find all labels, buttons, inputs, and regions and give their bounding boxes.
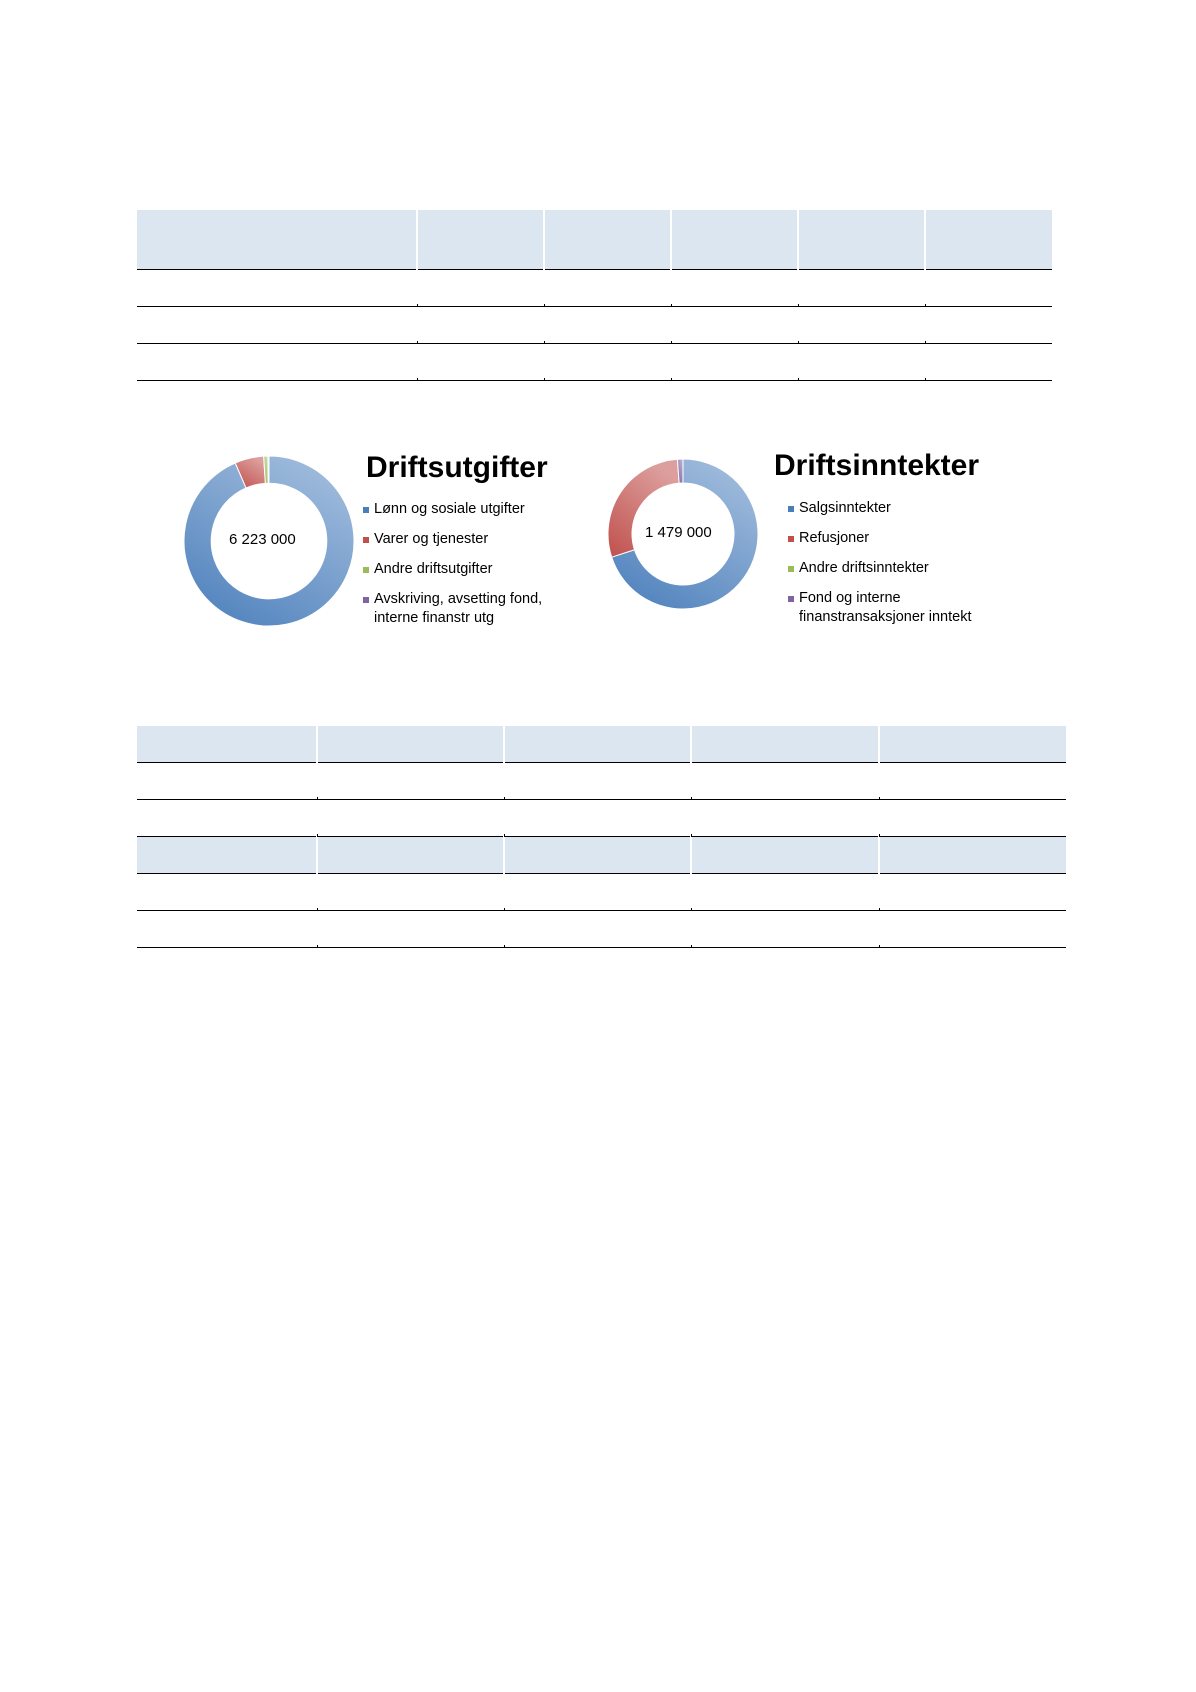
table-cell xyxy=(879,800,1066,837)
table-header-cell xyxy=(798,210,925,270)
legend-label: Fond og interne finanstransaksjoner inntekt xyxy=(799,590,972,625)
legend-swatch xyxy=(363,597,369,603)
legend-label: Refusjoner xyxy=(799,530,870,546)
table-cell xyxy=(504,763,691,800)
table-cell xyxy=(879,874,1066,911)
legend-label: Lønn og sosiale utgifter xyxy=(374,501,525,517)
legend-item xyxy=(363,530,578,549)
table-cell xyxy=(544,270,671,307)
table-cell xyxy=(137,763,317,800)
legend-swatch xyxy=(788,506,794,512)
table-header-row xyxy=(137,726,1066,763)
table-cell xyxy=(691,763,879,800)
table-cell xyxy=(504,874,691,911)
donut-slice xyxy=(608,459,679,557)
table-header-cell xyxy=(317,726,504,763)
table-cell xyxy=(691,911,879,948)
donut-center-value: 1 479 000 xyxy=(645,524,712,541)
table-cell xyxy=(798,344,925,381)
donut-slice xyxy=(268,456,269,483)
budget-table-bottom xyxy=(137,726,1066,948)
table-header-cell xyxy=(137,726,317,763)
table-row xyxy=(137,874,1066,911)
budget-table-top xyxy=(137,210,1052,381)
table-cell xyxy=(671,344,798,381)
table-cell xyxy=(317,874,504,911)
table-cell xyxy=(798,270,925,307)
legend-item xyxy=(788,529,1003,548)
table-cell xyxy=(504,800,691,837)
table-cell xyxy=(137,874,317,911)
legend-swatch xyxy=(363,537,369,543)
chart-title-driftsinntekter: Driftsinntekter xyxy=(774,449,980,482)
table-row xyxy=(137,307,1052,344)
table-header-row xyxy=(137,837,1066,874)
table-row xyxy=(137,763,1066,800)
table-row xyxy=(137,270,1052,307)
table-header-cell xyxy=(691,837,879,874)
legend-item xyxy=(788,589,1003,627)
table-header-cell xyxy=(671,210,798,270)
legend-swatch xyxy=(788,536,794,542)
table-cell xyxy=(879,911,1066,948)
table-cell xyxy=(544,344,671,381)
table-cell xyxy=(671,270,798,307)
table-cell xyxy=(317,763,504,800)
table-cell xyxy=(137,307,417,344)
legend-item xyxy=(788,499,1003,518)
table-cell xyxy=(691,874,879,911)
table-cell xyxy=(137,911,317,948)
legend-label: Andre driftsinntekter xyxy=(799,560,929,576)
legend-item xyxy=(788,559,1003,578)
table-header-cell xyxy=(317,837,504,874)
table-cell xyxy=(879,763,1066,800)
table-header-cell xyxy=(544,210,671,270)
table-cell xyxy=(671,307,798,344)
budget-table-bottom-body xyxy=(137,726,1066,948)
table-row xyxy=(137,800,1066,837)
table-cell xyxy=(417,344,544,381)
table-cell xyxy=(691,800,879,837)
table-header-cell xyxy=(879,726,1066,763)
legend-swatch xyxy=(788,596,794,602)
table-cell xyxy=(504,911,691,948)
legend-driftsutgifter xyxy=(363,500,578,628)
table-header-cell xyxy=(504,726,691,763)
legend-label: Avskriving, avsetting fond, interne finanstr utg xyxy=(374,591,543,626)
table-cell xyxy=(317,911,504,948)
table-row xyxy=(137,911,1066,948)
legend-label: Andre driftsutgifter xyxy=(374,561,493,577)
table-cell xyxy=(417,307,544,344)
legend-driftsinntekter xyxy=(788,499,1003,627)
table-cell xyxy=(544,307,671,344)
table-header-row xyxy=(137,210,1052,270)
legend-swatch xyxy=(363,507,369,513)
donut-chart-driftsutgifter xyxy=(183,455,355,627)
table-header-cell xyxy=(137,210,417,270)
chart-title-driftsutgifter: Driftsutgifter xyxy=(366,451,548,484)
legend-label: Salgsinntekter xyxy=(799,500,891,516)
budget-table-top-body xyxy=(137,210,1052,381)
legend-item xyxy=(363,590,578,628)
table-cell xyxy=(137,344,417,381)
table-cell xyxy=(925,307,1052,344)
table-header-cell xyxy=(137,837,317,874)
table-cell xyxy=(137,270,417,307)
table-cell xyxy=(925,270,1052,307)
table-header-cell xyxy=(417,210,544,270)
table-cell xyxy=(417,270,544,307)
legend-swatch xyxy=(363,567,369,573)
table-cell xyxy=(925,344,1052,381)
legend-label: Varer og tjenester xyxy=(374,531,489,547)
donut-chart-driftsinntekter xyxy=(607,458,759,610)
table-header-cell xyxy=(691,726,879,763)
table-row xyxy=(137,344,1052,381)
donut-center-value: 6 223 000 xyxy=(229,531,296,548)
table-header-cell xyxy=(504,837,691,874)
table-header-cell xyxy=(879,837,1066,874)
table-cell xyxy=(137,800,317,837)
legend-item xyxy=(363,560,578,579)
legend-swatch xyxy=(788,566,794,572)
table-cell xyxy=(317,800,504,837)
table-header-cell xyxy=(925,210,1052,270)
legend-item xyxy=(363,500,578,519)
table-cell xyxy=(798,307,925,344)
